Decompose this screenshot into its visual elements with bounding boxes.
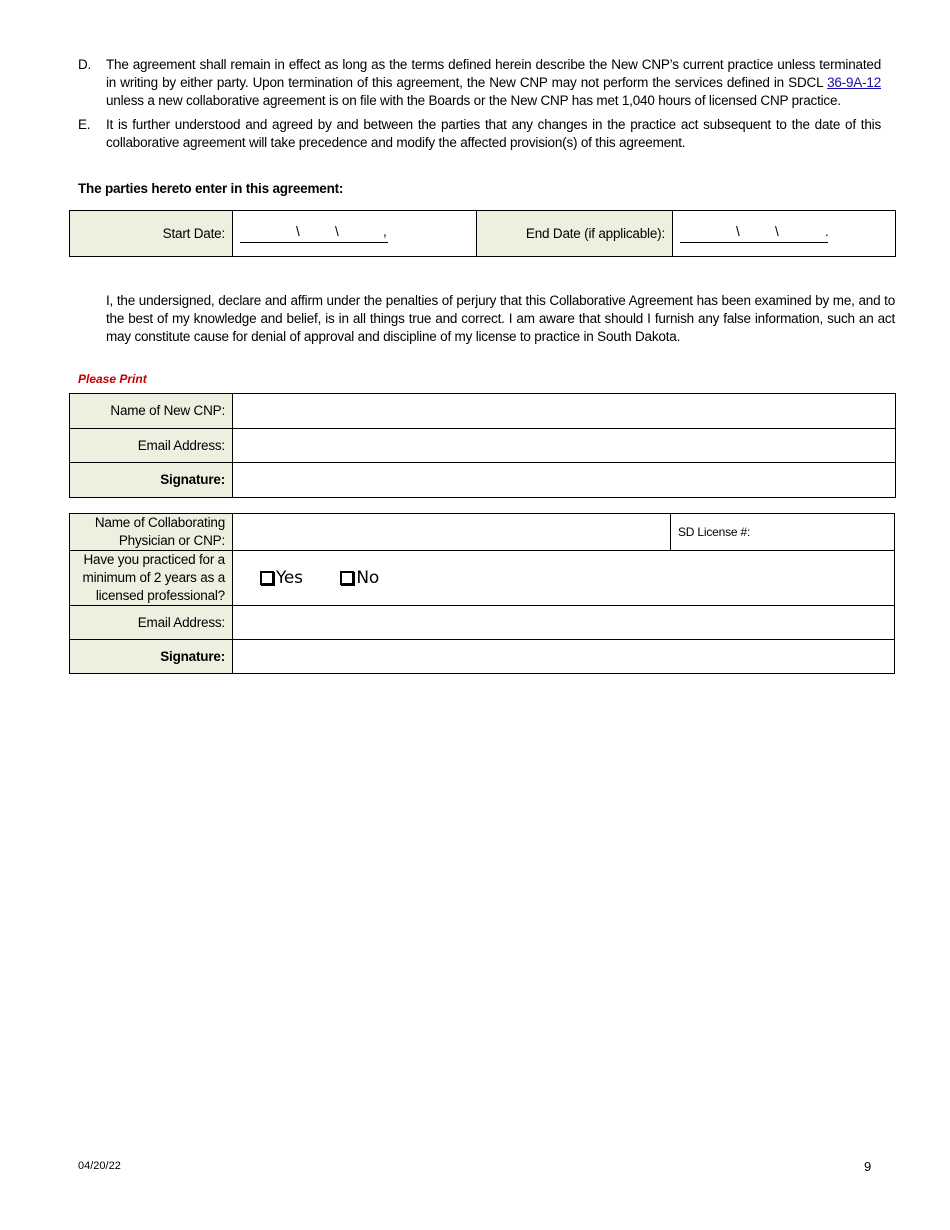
date-table [69, 210, 896, 257]
clause-text [106, 56, 881, 110]
clause-e [78, 116, 881, 152]
start-date-label: Start Date: [70, 211, 233, 257]
collaborator-signature-field[interactable] [233, 640, 895, 674]
practice-question-label [70, 551, 233, 606]
new-cnp-signature-field[interactable] [233, 463, 896, 498]
checkbox-icon [340, 571, 354, 585]
collaborator-name-field[interactable] [233, 514, 671, 551]
label-line: Physician or CNP: [118, 533, 225, 548]
label-line: minimum of 2 years as a [82, 570, 225, 585]
date-separator: \ [296, 223, 300, 239]
date-separator: \ [736, 223, 740, 239]
clause-text-part: unless a new collaborative agreement is on file with the Boards or the New CNP has met 1,040 hours of licensed CNP practice. [106, 93, 841, 108]
parties-heading: The parties hereto enter in this agreement: [78, 181, 344, 196]
new-cnp-email-field[interactable] [233, 429, 896, 463]
no-checkbox[interactable] [340, 568, 379, 588]
new-cnp-table [69, 393, 896, 498]
label-line: Have you practiced for a [83, 552, 225, 567]
collaborator-email-field[interactable] [233, 606, 895, 640]
date-separator: , [383, 223, 387, 239]
please-print-note: Please Print [78, 372, 147, 386]
new-cnp-name-label: Name of New CNP: [70, 394, 233, 429]
practice-answer-cell [233, 551, 895, 606]
yes-label: Yes [276, 568, 303, 588]
clause-d [78, 56, 881, 110]
new-cnp-signature-label: Signature: [70, 463, 233, 498]
footer-date: 04/20/22 [78, 1160, 121, 1172]
clause-letter: D. [78, 57, 92, 72]
checkbox-icon [260, 571, 274, 585]
sdcl-link[interactable]: 36-9A-12 [827, 75, 881, 90]
end-date-label: End Date (if applicable): [477, 211, 673, 257]
start-date-field[interactable] [233, 211, 477, 257]
new-cnp-name-field[interactable] [233, 394, 896, 429]
collaborator-name-label [70, 514, 233, 551]
collaborator-signature-label: Signature: [70, 640, 233, 674]
new-cnp-email-label: Email Address: [70, 429, 233, 463]
date-separator: \ [775, 223, 779, 239]
collaborator-email-label: Email Address: [70, 606, 233, 640]
date-separator: . [825, 223, 829, 239]
sd-license-label: SD License #: [678, 525, 751, 539]
start-date-line [240, 223, 388, 243]
date-separator: \ [335, 223, 339, 239]
no-label: No [356, 568, 380, 588]
end-date-field[interactable] [673, 211, 896, 257]
label-line: licensed professional? [95, 588, 225, 603]
yes-checkbox[interactable] [260, 568, 303, 588]
clause-text-part: The agreement shall remain in effect as long as the terms defined herein describe the New CNP’s current practice unless terminated in writing by either party. Upon termination of this agreement, the New CNP may not perform the services defined in SDCL [106, 57, 881, 90]
collaborator-table [69, 513, 895, 674]
sd-license-field[interactable] [671, 514, 895, 551]
clause-letter: E. [78, 117, 91, 132]
page-number: 9 [864, 1159, 872, 1174]
label-line: Name of Collaborating [94, 515, 225, 530]
affirmation-text: I, the undersigned, declare and affirm under the penalties of perjury that this Collaborative Agreement has been examined by me, and to the best of my knowledge and belief, is in all things true and correct. I am aware that should I furnish any false information, such an act may constitute cause for denial of approval and discipline of my license to practice in South Dakota. [106, 293, 895, 344]
clause-text: It is further understood and agreed by and between the parties that any changes in the practice act subsequent to the date of this collaborative agreement will take precedence and modify the affected provision(s) of this agreement. [106, 117, 881, 150]
end-date-line [680, 223, 829, 243]
